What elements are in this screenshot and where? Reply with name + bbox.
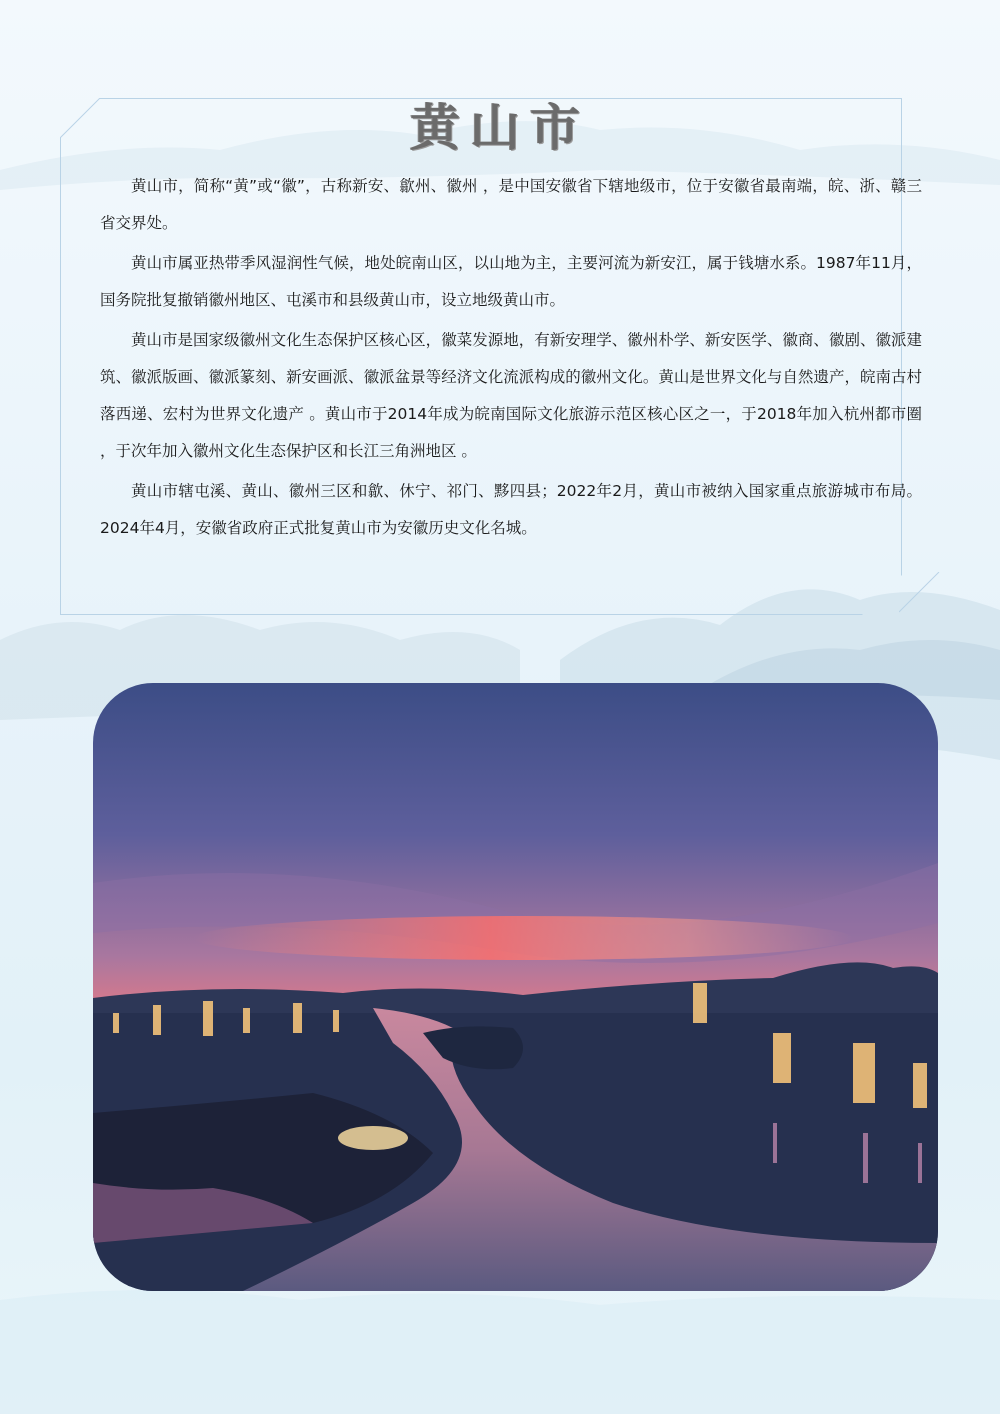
paragraph-climate: 黄山市属亚热带季风湿润性气候，地处皖南山区，以山地为主，主要河流为新安江，属于钱塘水系。1987年11月，国务院批复撤销徽州地区、屯溪市和县级黄山市，设立地级黄山市。 [100,254,922,309]
paragraph-culture: 黄山市是国家级徽州文化生态保护区核心区，徽菜发源地，有新安理学、徽州朴学、新安医学、徽商、徽剧、徽派建筑、徽派版画、徽派篆刻、新安画派、徽派盆景等经济文化流派构成的徽州文化。黄山是世界文化与自然遗产，皖南古村落西递、宏村为世界文化遗产 。黄山市于2014年成为皖南国际文化旅游示范区核心区之一，于2018年加入杭州都市圈 ，于次年加入徽州文化生态保护区和长江三角洲地区 。 [100,331,922,460]
article-body [100,168,922,547]
page-title: 黄山市 [410,98,590,157]
paragraph-divisions: 黄山市辖屯溪、黄山、徽州三区和歙、休宁、祁门、黟四县；2022年2月，黄山市被纳入国家重点旅游城市布局。2024年4月，安徽省政府正式批复黄山市为安徽历史文化名城。 [100,482,922,537]
frame-corner-bottom-right [899,572,940,613]
city-river-sunset-photo [93,683,938,1291]
paragraph-intro: 黄山市，简称“黄”或“徽”，古称新安、歙州、徽州 ，是中国安徽省下辖地级市，位于安徽省最南端，皖、浙、赣三省交界处。 [100,177,922,232]
